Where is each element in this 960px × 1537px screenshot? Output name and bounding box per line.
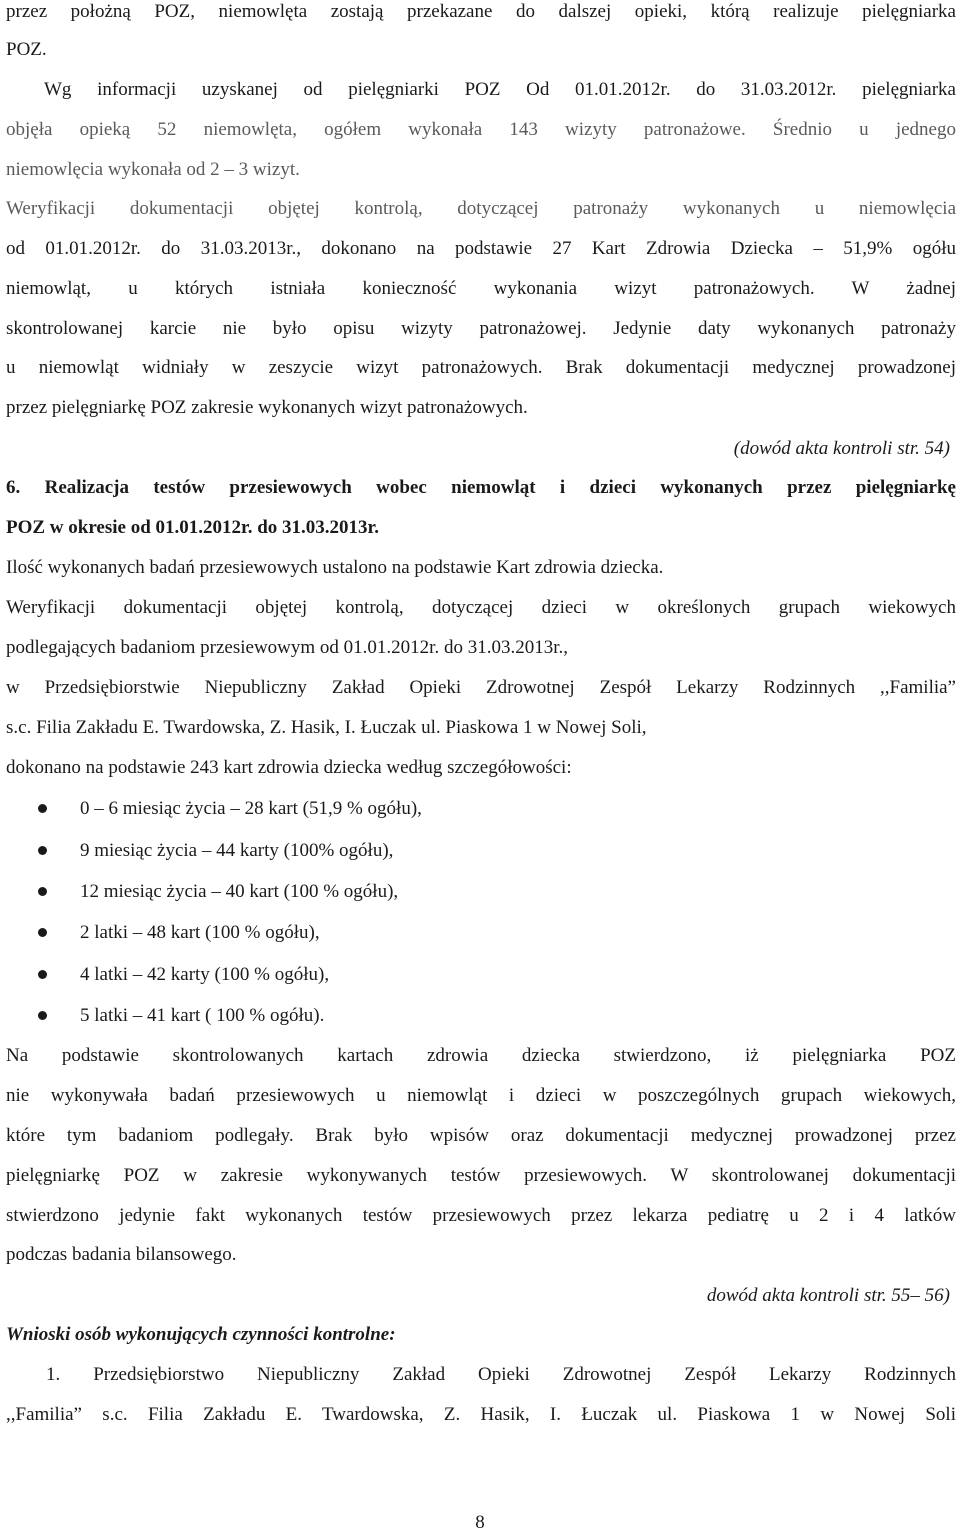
text-line: od 01.01.2012r. do 31.03.2013r., dokonano na podstawie 27 Kart Zdrowia Dziecka – 51,9% ogółu [6,238,956,259]
text-line: podczas badania bilansowego. [6,1244,237,1265]
text-line: nie wykonywała badań przesiewowych u niemowląt i dzieci w poszczególnych grupach wiekowych, [6,1085,956,1106]
list-item [38,963,738,987]
section-heading: 6. Realizacja testów przesiewowych wobec niemowląt i dzieci wykonanych przez pielęgniarkę [6,477,956,498]
bullet-icon [38,804,47,813]
list-item-text: 9 miesiąc życia – 44 karty (100% ogółu), [80,840,394,861]
text-line: które tym badaniom podlegały. Brak było wpisów oraz dokumentacji medycznej prowadzonej przez [6,1125,956,1146]
text-line: s.c. Filia Zakładu E. Twardowska, Z. Hasik, I. Łuczak ul. Piaskowa 1 w Nowej Soli, [6,717,647,738]
text-line: niemowlęcia wykonała od 2 – 3 wizyt. [6,159,300,180]
text-line: Ilość wykonanych badań przesiewowych ustalono na podstawie Kart zdrowia dziecka. [6,557,664,578]
evidence-reference: (dowód akta kontroli str. 54) [733,438,950,459]
bullet-icon [38,1011,47,1020]
bullet-icon [38,887,47,896]
section-heading: Wnioski osób wykonujących czynności kontrolne: [6,1324,396,1345]
text-line: przez pielęgniarkę POZ zakresie wykonanych wizyt patronażowych. [6,397,528,418]
list-item [38,921,738,945]
text-line: Weryfikacji dokumentacji objętej kontrolą, dotyczącej patronaży wykonanych u niemowlęcia [6,198,956,219]
text-line: objęła opieką 52 niemowlęta, ogółem wykonała 143 wizyty patronażowe. Średnio u jednego [6,119,956,140]
list-item-text: 5 latki – 41 kart ( 100 % ogółu). [80,1005,325,1026]
list-item-text: 0 – 6 miesiąc życia – 28 kart (51,9 % ogółu), [80,798,422,819]
text-line: dokonano na podstawie 243 kart zdrowia dziecka według szczegółowości: [6,757,572,778]
text-line: niemowląt, u których istniała konieczność wykonania wizyt patronażowych. W żadnej [6,278,956,299]
list-item [38,839,738,863]
list-item [38,880,738,904]
text-line: POZ. [6,39,47,60]
text-line: stwierdzono jedynie fakt wykonanych testów przesiewowych przez lekarza pediatrę u 2 i 4 latków [6,1205,956,1226]
list-item [38,1004,738,1028]
list-item-text: 4 latki – 42 karty (100 % ogółu), [80,964,330,985]
numbered-item: 1. Przedsiębiorstwo Niepubliczny Zakład Opieki Zdrowotnej Zespół Lekarzy Rodzinnych [46,1364,956,1385]
bullet-icon [38,970,47,979]
bullet-icon [38,928,47,937]
section-heading: POZ w okresie od 01.01.2012r. do 31.03.2013r. [6,517,379,538]
text-line: u niemowląt widniały w zeszycie wizyt patronażowych. Brak dokumentacji medycznej prowadzonej [6,357,956,378]
list-item [38,797,738,821]
text-line: podlegających badaniom przesiewowym od 01.01.2012r. do 31.03.2013r., [6,637,568,658]
list-item-text: 2 latki – 48 kart (100 % ogółu), [80,922,320,943]
text-line: Na podstawie skontrolowanych kartach zdrowia dziecka stwierdzono, iż pielęgniarka POZ [6,1045,956,1066]
evidence-reference: dowód akta kontroli str. 55– 56) [706,1285,950,1306]
text-line: przez położną POZ, niemowlęta zostają przekazane do dalszej opieki, którą realizuje pielęgniarka [6,1,956,22]
text-line: skontrolowanej karcie nie było opisu wizyty patronażowej. Jedynie daty wykonanych patronaży [6,318,956,339]
text-line: Weryfikacji dokumentacji objętej kontrolą, dotyczącej dzieci w określonych grupach wiekowych [6,597,956,618]
bullet-icon [38,846,47,855]
text-line: Wg informacji uzyskanej od pielęgniarki POZ Od 01.01.2012r. do 31.03.2012r. pielęgniarka [44,79,956,100]
text-line: w Przedsiębiorstwie Niepubliczny Zakład Opieki Zdrowotnej Zespół Lekarzy Rodzinnych ,,Familia” [6,677,956,698]
text-line: ,,Familia” s.c. Filia Zakładu E. Twardowska, Z. Hasik, I. Łuczak ul. Piaskowa 1 w Nowej Soli [6,1404,956,1425]
list-item-text: 12 miesiąc życia – 40 kart (100 % ogółu), [80,881,399,902]
page-number: 8 [475,1512,485,1533]
text-line: pielęgniarkę POZ w zakresie wykonywanych testów przesiewowych. W skontrolowanej dokumentacji [6,1165,956,1186]
